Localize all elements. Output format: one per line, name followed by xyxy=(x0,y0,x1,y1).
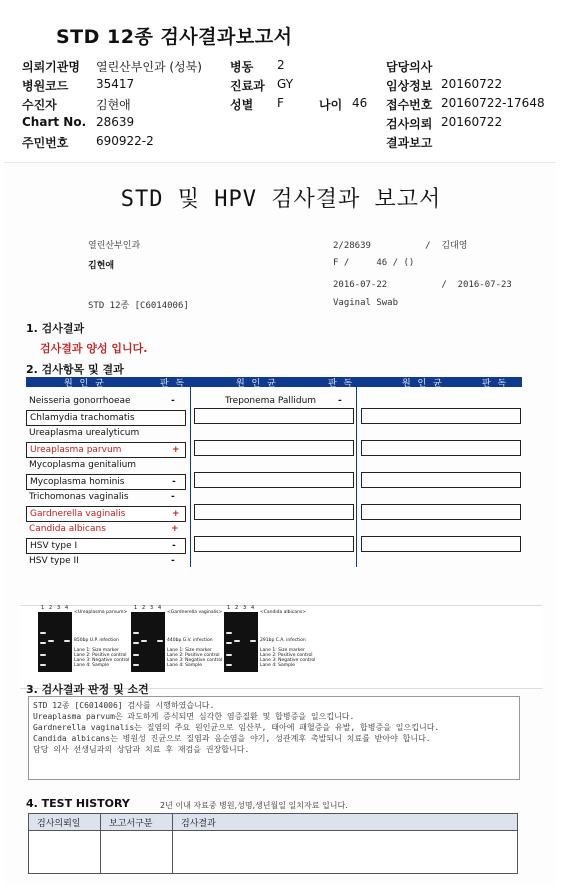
result-item xyxy=(26,522,184,536)
result-item xyxy=(26,490,184,504)
header-value: 20160722 xyxy=(441,115,503,129)
section3-heading: 3. 검사결과 판정 및 소견 xyxy=(26,683,149,696)
result-item-treponema xyxy=(222,394,352,408)
header-label: 수진자 xyxy=(22,98,57,112)
header-value: 20160722 xyxy=(441,77,503,91)
header-value: F xyxy=(277,96,284,110)
header-value: 690922-2 xyxy=(96,134,154,148)
item-sign: - xyxy=(172,477,176,487)
empty-result-box xyxy=(194,536,354,552)
empty-result-box xyxy=(361,440,521,456)
gel-band xyxy=(40,654,46,656)
header-value: 35417 xyxy=(96,77,135,91)
col3-name-header: 원 인 균 xyxy=(402,379,444,389)
gel-band xyxy=(133,642,139,644)
gel-band-label: 850bp U.P. infection xyxy=(74,638,119,643)
lane-number: 2 xyxy=(142,605,146,611)
section4-heading: 4. TEST HISTORY xyxy=(26,797,130,810)
item-name: Mycoplasma genitalium xyxy=(29,460,137,470)
gel-band xyxy=(234,640,240,642)
gel-band xyxy=(48,640,54,642)
gel-legend-line: Lane 1: Size marker xyxy=(74,648,119,653)
item-name: Trichomonas vaginalis xyxy=(29,492,129,502)
gel-legend-line: Lane 2: Positive control xyxy=(74,653,127,658)
history-note: 2년 이내 자료중 병원,성명,생년월일 일치자료 입니다. xyxy=(160,801,348,810)
gel-legend-line: Lane 1: Size marker xyxy=(167,648,212,653)
item-sign: - xyxy=(172,541,176,551)
header-value: 28639 xyxy=(96,115,135,129)
header-value: 2 xyxy=(277,58,285,72)
item-sign: - xyxy=(171,396,175,406)
empty-result-box xyxy=(361,408,521,424)
item-name: Mycoplasma hominis xyxy=(30,477,125,487)
result-item xyxy=(26,538,186,554)
chart-doctor: 2/28639 / 김대영 xyxy=(333,241,468,251)
col3-result-header: 판 독 xyxy=(482,379,509,389)
empty-result-box xyxy=(361,536,521,552)
item-name: Gardnerella vaginalis xyxy=(30,509,126,519)
gel-title: <Gardnerella vaginalis> xyxy=(167,610,223,615)
gel-legend-line: Lane 2: Positive control xyxy=(260,653,313,658)
col1-name-header: 원 인 균 xyxy=(64,379,106,389)
patient-name: 김현애 xyxy=(88,261,115,271)
result-item xyxy=(26,474,186,490)
empty-result-box xyxy=(194,440,354,456)
lane-number: 1 xyxy=(227,605,231,611)
header-label: 담당의사 xyxy=(386,60,433,74)
item-name: Candida albicans xyxy=(29,524,106,534)
result-item xyxy=(26,458,184,472)
gel-band xyxy=(133,632,139,634)
gel-legend-line: Lane 1: Size marker xyxy=(260,648,305,653)
item-sign: - xyxy=(171,492,175,502)
header-label: 검사의뢰 xyxy=(386,117,433,131)
header-label: 나이 xyxy=(319,98,343,112)
col2-name-header: 원 인 균 xyxy=(236,379,278,389)
result-item xyxy=(26,506,186,522)
item-sign: + xyxy=(172,509,180,519)
gel-band xyxy=(226,664,232,666)
gel-band xyxy=(157,640,163,642)
opinion-line: 담당 의사 선생님과의 상담과 치료 후 재검을 권장합니다. xyxy=(33,745,250,754)
report-title: STD 12종 검사결과보고서 xyxy=(56,26,293,48)
col-divider xyxy=(356,377,357,567)
gel-band xyxy=(40,642,46,644)
gel-band xyxy=(40,632,46,634)
gel-band xyxy=(133,664,139,666)
header-value: 열린산부인과 (성북) xyxy=(96,60,202,74)
gel-legend-line: Lane 3: Negative control xyxy=(260,658,316,663)
gel-band xyxy=(250,640,256,642)
gel-legend-line: Lane 4: Sample xyxy=(167,663,202,668)
lane-number: 2 xyxy=(49,605,53,611)
result-item xyxy=(26,442,186,458)
item-name: Ureaplasma parvum xyxy=(30,445,122,455)
section1-heading: 1. 검사결과 xyxy=(26,322,85,335)
history-cell xyxy=(29,831,101,874)
header-value: 46 xyxy=(352,96,368,110)
opinion-line: Candida albicans는 병원성 진균으로 질염과 음순염을 야기, 성관계후 촉발되니 치료를 받아야 합니다. xyxy=(33,734,431,743)
header-label: 접수번호 xyxy=(386,98,433,112)
header-label: 병동 xyxy=(230,60,254,74)
section2-heading: 2. 검사항목 및 결과 xyxy=(26,363,124,376)
lane-number: 3 xyxy=(57,605,61,611)
result-item xyxy=(26,426,184,440)
empty-result-box xyxy=(194,408,354,424)
empty-result-box xyxy=(361,504,521,520)
gel-legend-line: Lane 4: Sample xyxy=(260,663,295,668)
gel-band xyxy=(226,632,232,634)
lane-number: 3 xyxy=(243,605,247,611)
item-sign: - xyxy=(338,396,342,406)
gel-legend-line: Lane 3: Negative control xyxy=(167,658,223,663)
gel-band xyxy=(64,640,70,642)
gel-band xyxy=(226,654,232,656)
gel-band xyxy=(40,664,46,666)
opinion-line: STD 12종 [C6014006] 검사를 시행하였습니다. xyxy=(33,701,215,710)
header-label: 성별 xyxy=(230,98,254,112)
gel-band xyxy=(141,640,147,642)
header-value: 김현애 xyxy=(96,98,131,112)
gel-title: <Ureaplasma parvum> xyxy=(74,610,128,615)
header-label: 주민번호 xyxy=(22,136,69,150)
gel-legend-line: Lane 2: Positive control xyxy=(167,653,220,658)
col2-result-header: 판 독 xyxy=(328,379,355,389)
item-name: Neisseria gonorrhoeae xyxy=(29,396,131,406)
result-item xyxy=(26,410,186,426)
sex-age: F / 46 / () xyxy=(333,258,415,268)
item-name: Treponema Pallidum xyxy=(225,396,317,406)
gel-band xyxy=(226,642,232,644)
empty-result-box xyxy=(361,472,521,488)
history-table xyxy=(28,813,518,874)
header-label: 결과보고 xyxy=(386,136,433,150)
lane-number: 4 xyxy=(251,605,255,611)
lane-number: 1 xyxy=(134,605,138,611)
empty-result-box xyxy=(194,472,354,488)
opinion-line: Gardnerella vaginalis는 질염의 주요 원인균으로 임산부, 태아에 패혈증을 유발, 합병증을 일으킵니다. xyxy=(33,723,440,732)
test-code: STD 12종 [C6014006] xyxy=(88,301,189,311)
item-name: HSV type II xyxy=(29,556,79,566)
hospital-name: 열린산부인과 xyxy=(88,241,141,251)
lane-number: 4 xyxy=(158,605,162,611)
history-col-date: 검사의뢰일 xyxy=(29,814,101,831)
history-col-type: 보고서구분 xyxy=(101,814,173,831)
lane-number: 3 xyxy=(150,605,154,611)
specimen: Vaginal Swab xyxy=(333,298,399,308)
lane-number: 4 xyxy=(65,605,69,611)
header-value: GY xyxy=(277,77,294,91)
opinion-box xyxy=(28,696,520,780)
item-sign: + xyxy=(171,524,179,534)
gel-strip xyxy=(20,605,542,689)
gel-band xyxy=(133,654,139,656)
history-cell xyxy=(173,831,518,874)
opinion-line: Ureaplasma parvum은 과도하게 증식되면 심각한 염증질환 및 합병증을 일으킵니다. xyxy=(33,712,355,721)
table-header-bar xyxy=(26,377,522,387)
gel-title: <Candida albicans> xyxy=(260,610,306,615)
col-divider xyxy=(190,377,191,567)
result-item xyxy=(26,394,184,408)
item-name: Chlamydia trachomatis xyxy=(30,413,135,423)
history-col-result: 검사결과 xyxy=(173,814,518,831)
header-label: Chart No. xyxy=(22,115,87,129)
gel-legend-line: Lane 3: Negative control xyxy=(74,658,130,663)
result-item xyxy=(26,554,184,568)
header-value: 20160722-17648 xyxy=(441,96,545,110)
item-sign: + xyxy=(172,445,180,455)
header-label: 의뢰기관명 xyxy=(22,60,80,74)
lane-number: 1 xyxy=(41,605,45,611)
header-label: 진료과 xyxy=(230,79,265,93)
history-cell xyxy=(101,831,173,874)
gel-band-label: 440bp G.V. infection xyxy=(167,638,213,643)
sheet-title: STD 및 HPV 검사결과 보고서 xyxy=(120,187,442,212)
header-label: 임상정보 xyxy=(386,79,433,93)
report-dates: 2016-07-22 / 2016-07-23 xyxy=(333,280,512,290)
item-name: Ureaplasma urealyticum xyxy=(29,428,140,438)
result-summary: 검사결과 양성 입니다. xyxy=(40,342,148,355)
empty-result-box xyxy=(194,504,354,520)
item-sign: - xyxy=(171,556,175,566)
item-name: HSV type I xyxy=(30,541,78,551)
lane-number: 2 xyxy=(235,605,239,611)
gel-legend-line: Lane 4: Sample xyxy=(74,663,109,668)
gel-band-label: 291bp C.A. infection xyxy=(260,638,306,643)
col1-result-header: 판 독 xyxy=(160,379,187,389)
header-label: 병원코드 xyxy=(22,79,69,93)
